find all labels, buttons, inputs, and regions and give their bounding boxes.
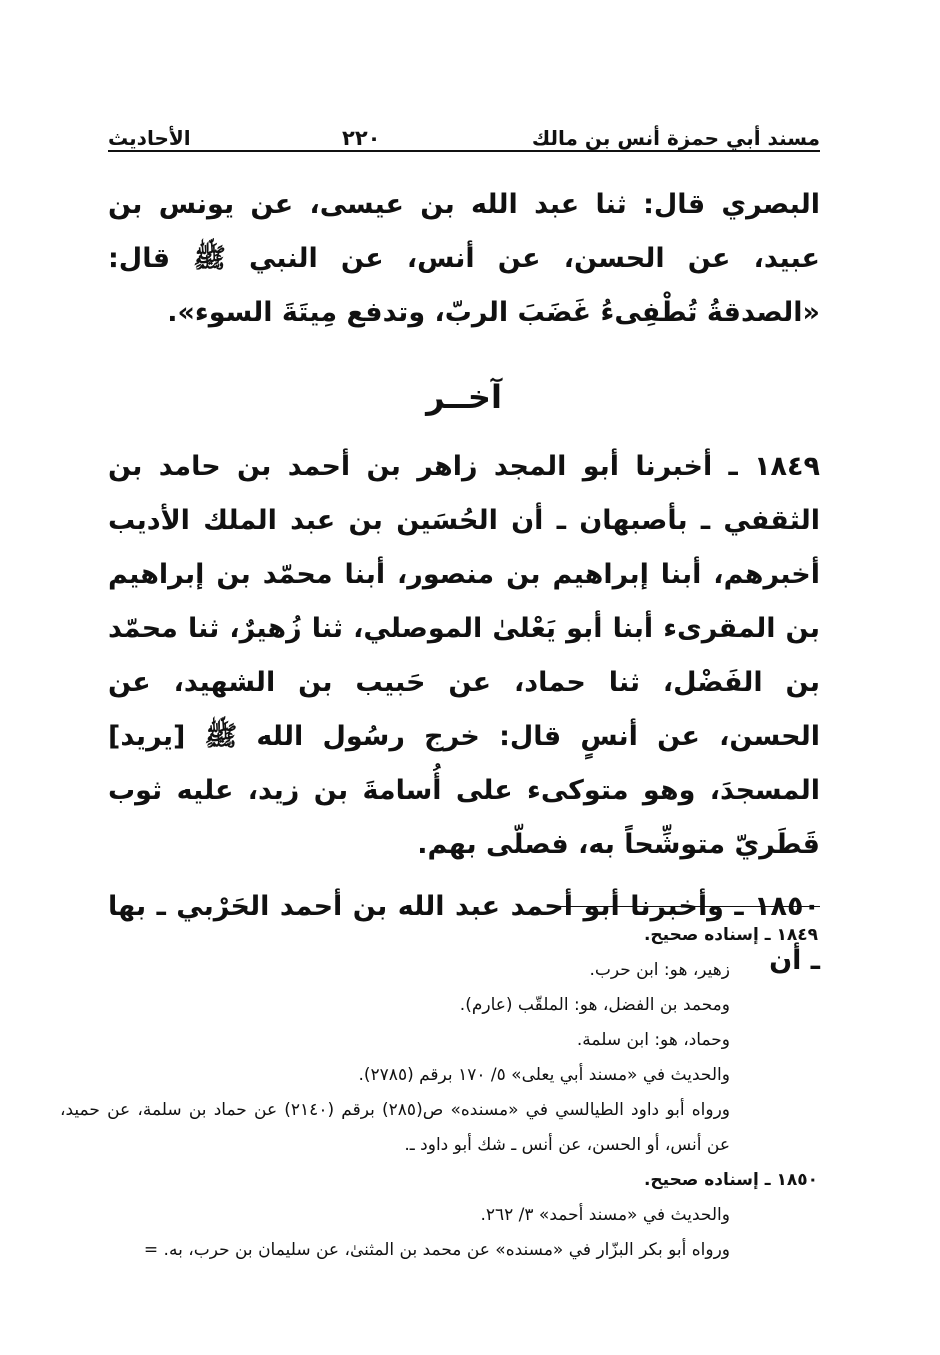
header-rule <box>108 150 820 152</box>
page-number: ٢٢٠ <box>342 126 381 150</box>
footnote-line: ومحمد بن الفضل، هو: الملقّب (عارم). <box>459 995 730 1015</box>
main-text <box>108 178 820 988</box>
footnote-1849-heading: ١٨٤٩ ـ إسناده صحيح. <box>643 925 818 945</box>
hadith-continuation: البصري قال: ثنا عبد الله بن عيسى، عن يونس بن عبيد، عن الحسن، عن أنس، عن النبي ﷺ قال: «الصدقةُ تُطْفِىءُ غَضَبَ الربّ، وتدفع مِيتَةَ السوء». <box>108 189 820 328</box>
running-title: مسند أبي حمزة أنس بن مالك <box>531 126 820 150</box>
section-heading: آخــر <box>426 378 502 416</box>
footnote-rule <box>548 906 820 907</box>
page-header <box>108 108 820 150</box>
hadith-1849: ١٨٤٩ ـ أخبرنا أبو المجد زاهر بن أحمد بن حامد بن الثقفي ـ بأصبهان ـ أن الحُسَين بن عبد الملك الأديب أخبرهم، أبنا إبراهيم بن منصور، أبنا محمّد بن إبراهيم بن المقرىء أبنا أبو يَعْلىٰ الموصلي، ثنا زُهيرٌ، ثنا محمّد بن الفَضْل، ثنا حماد، عن حَبيب بن الشهيد، عن الحسن، عن أنسٍ قال: خرج رسُول الله ﷺ [يريد] المسجدَ، وهو متوكىء على أُسامةَ بن زيد، عليه ثوب قَطَريّ متوشِّحاً به، فصلّى بهم. <box>108 451 820 860</box>
footnote-1850-heading: ١٨٥٠ ـ إسناده صحيح. <box>643 1170 818 1190</box>
footnote-line: والحديث في «مسند أحمد» ٣/ ٢٦٢. <box>480 1205 730 1225</box>
footnote-line: وحماد، هو: ابن سلمة. <box>576 1030 730 1050</box>
footnote-line: ورواه أبو داود الطيالسي في «مسنده» ص(٢٨٥) برقم (٢١٤٠) عن حماد بن سلمة، عن حميد، عن أنس، أو الحسن، عن أنس ـ شك أبو داود ـ. <box>60 1100 731 1155</box>
footnote-line: ورواه أبو بكر البزّار في «مسنده» عن محمد بن المثنىٰ، عن سليمان بن حرب، به. = <box>143 1240 730 1260</box>
footnotes <box>60 918 818 1268</box>
section-label: الأحاديث <box>108 126 191 150</box>
hadith-1850: ١٨٥٠ ـ وأخبرنا أبو أحمد عبد الله بن أحمد الحَرْبي ـ بها ـ أن <box>108 891 820 976</box>
footnote-line: والحديث في «مسند أبي يعلى» ٥/ ١٧٠ برقم (٢٧٨٥). <box>358 1065 730 1085</box>
footnote-line: زهير، هو: ابن حرب. <box>589 960 730 980</box>
